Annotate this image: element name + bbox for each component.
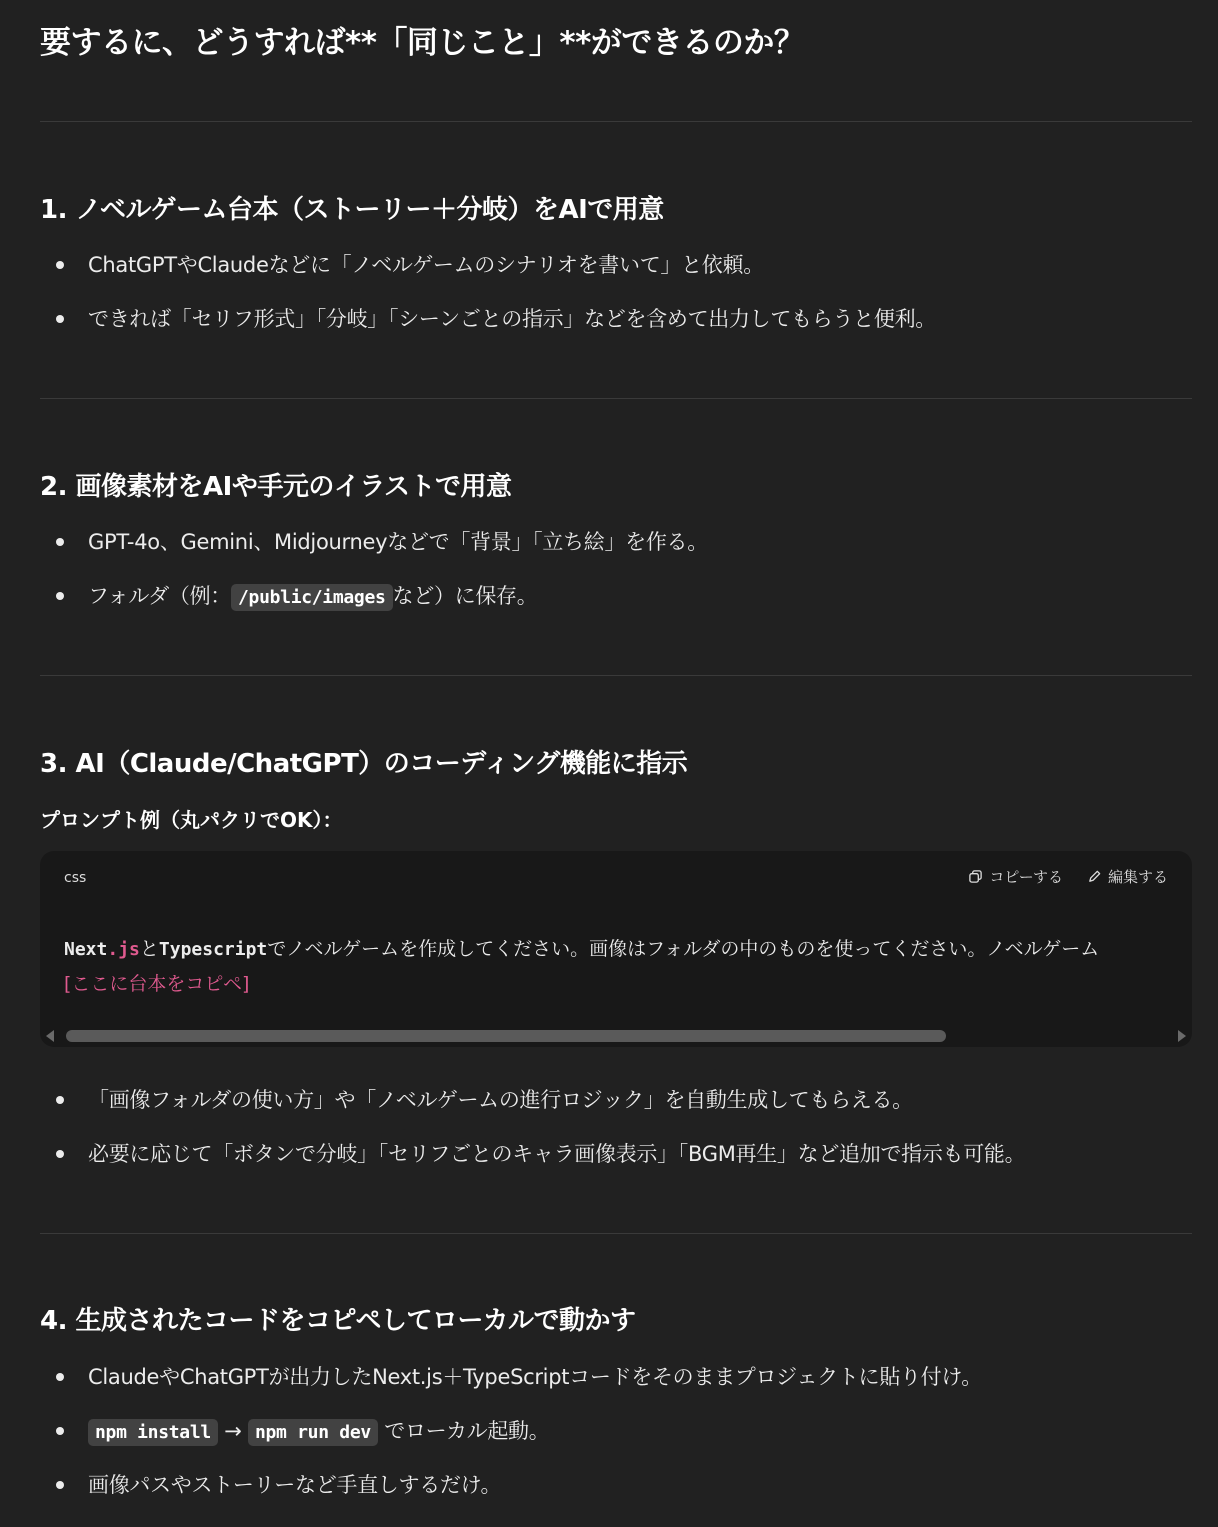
scrollbar-thumb[interactable]: [66, 1030, 946, 1042]
scroll-left-icon[interactable]: [46, 1030, 54, 1042]
code-token: Typescript: [158, 939, 268, 960]
bullet-icon: [56, 1481, 64, 1489]
list-item: 「画像フォルダの使い方」や「ノベルゲームの進行ロジック」を自動生成してもらえる。: [88, 1088, 913, 1112]
bullet-icon: [56, 1373, 64, 1381]
bullet-icon: [56, 538, 64, 546]
code-token: Next: [64, 939, 108, 960]
code-token: でノベルゲームを作成してください。画像はフォルダの中のものを使ってください。ノベルゲーム: [267, 938, 1100, 960]
code-language-label: css: [64, 870, 87, 886]
edit-button[interactable]: [1087, 866, 1168, 887]
inline-code: npm run dev: [248, 1419, 378, 1446]
list-item-text: でローカル起動。: [384, 1419, 550, 1443]
list-item: 画像パスやストーリーなど手直しするだけ。: [88, 1473, 502, 1497]
bullet-icon: [56, 592, 64, 600]
list-item: GPT-4o、Gemini、Midjourneyなどで「背景」「立ち絵」を作る。: [88, 530, 708, 554]
prompt-example-label: プロンプト例（丸パクリでOK）：: [40, 808, 343, 832]
list-item: できれば「セリフ形式」「分岐」「シーンごとの指示」などを含めて出力してもらうと便利。: [88, 307, 936, 331]
scroll-right-icon[interactable]: [1178, 1030, 1186, 1042]
arrow-text: →: [224, 1419, 242, 1443]
list-item: ChatGPTやClaudeなどに「ノベルゲームのシナリオを書いて」と依頼。: [88, 253, 764, 277]
code-block: [40, 851, 1192, 1047]
copy-button-label: コピーする: [989, 868, 1063, 886]
list-item-text: など）に保存。: [392, 584, 538, 608]
edit-button-label: 編集する: [1107, 868, 1168, 886]
bullet-icon: [56, 1150, 64, 1158]
divider: [40, 675, 1192, 676]
code-actions: [968, 866, 1168, 887]
section-3-heading: 3. AI（Claude/ChatGPT）のコーディング機能に指示: [40, 749, 688, 779]
divider: [40, 121, 1192, 122]
list-item: ClaudeやChatGPTが出力したNext.js＋TypeScriptコードをそのままプロジェクトに貼り付け。: [88, 1365, 982, 1389]
bullet-icon: [56, 315, 64, 323]
bullet-icon: [56, 1096, 64, 1104]
copy-icon: [968, 869, 983, 884]
section-4-heading: 4. 生成されたコードをコピペしてローカルで動かす: [40, 1306, 636, 1336]
divider: [40, 1233, 1192, 1234]
copy-button[interactable]: [968, 866, 1063, 887]
divider: [40, 398, 1192, 399]
code-token: と: [139, 938, 159, 960]
bullet-icon: [56, 1427, 64, 1435]
list-item-text: フォルダ（例：: [88, 584, 232, 608]
bullet-icon: [56, 261, 64, 269]
section-2-heading: 2. 画像素材をAIや手元のイラストで用意: [40, 472, 512, 502]
list-item: [88, 581, 537, 613]
page-title: 要するに、どうすれば**「同じこと」**ができるのか？: [40, 25, 805, 61]
section-1-heading: 1. ノベルゲーム台本（ストーリー＋分岐）をAIで用意: [40, 195, 664, 225]
code-line: [64, 934, 1099, 961]
list-item: [88, 1416, 549, 1448]
list-item: 必要に応じて「ボタンで分岐」「セリフごとのキャラ画像表示」「BGM再生」など追加で指示も可能。: [88, 1142, 1026, 1166]
edit-icon: [1087, 869, 1102, 884]
inline-code: /public/images: [231, 584, 393, 611]
horizontal-scrollbar[interactable]: [44, 1027, 1188, 1043]
code-token: .js: [107, 939, 140, 960]
inline-code: npm install: [88, 1419, 218, 1446]
code-line: [ここに台本をコピペ]: [64, 973, 250, 995]
